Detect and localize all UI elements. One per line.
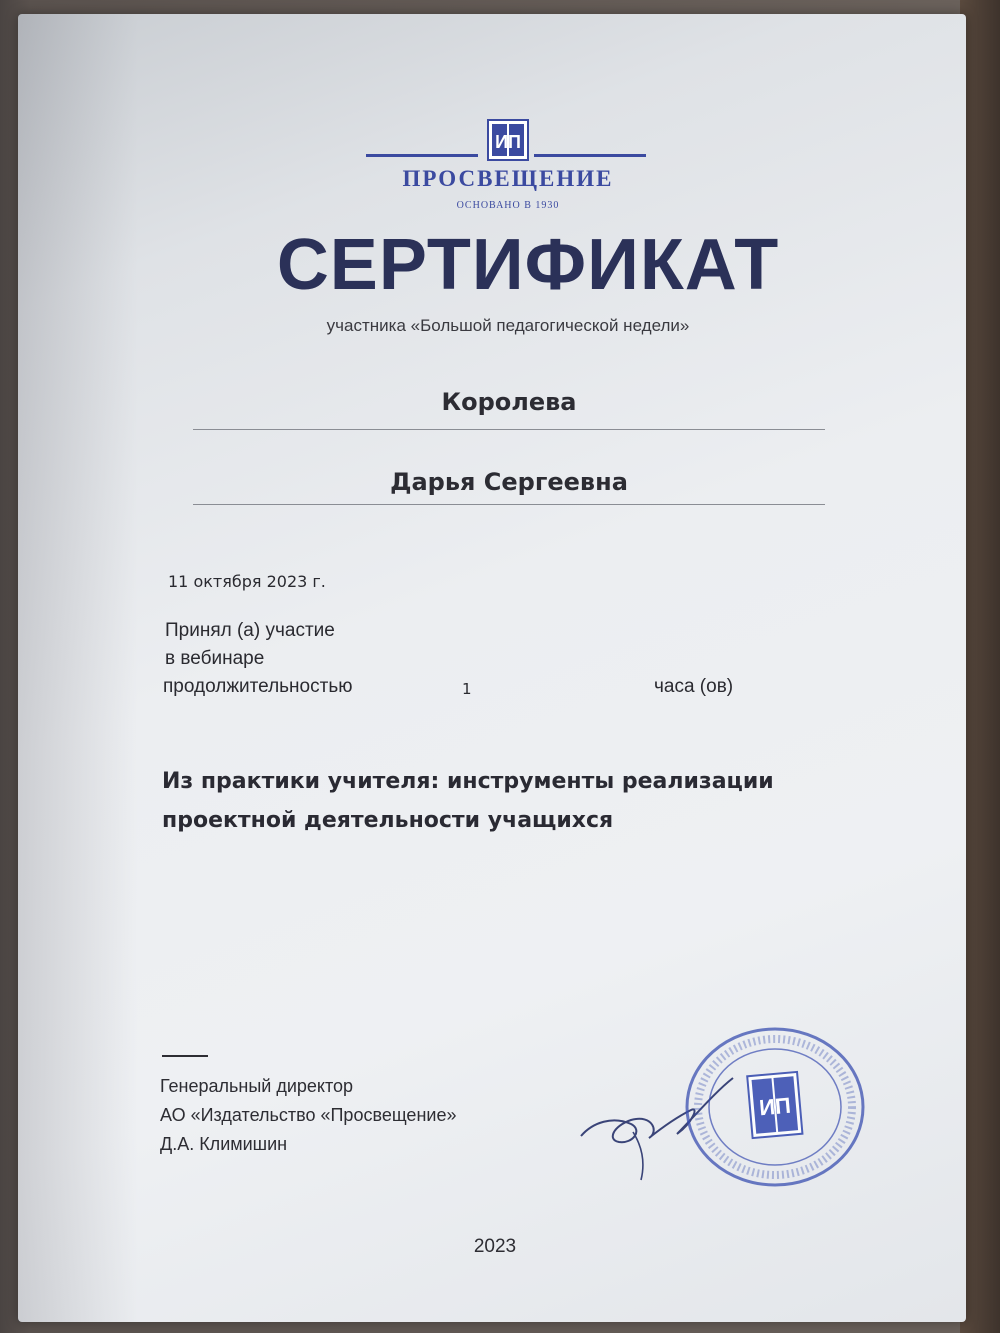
- signer-name: Д.А. Климишин: [160, 1134, 288, 1154]
- certificate-title: СЕРТИФИКАТ: [276, 225, 780, 305]
- webinar-title: [162, 762, 842, 840]
- signer-block: [160, 1072, 456, 1159]
- logo-rule-left: [366, 154, 478, 157]
- signer-organization: АО «Издательство «Просвещение»: [160, 1105, 457, 1125]
- duration-label: продолжительностью: [163, 676, 353, 697]
- publisher-emblem-icon: [486, 118, 530, 162]
- publisher-founded: ОСНОВАНО В 1930: [456, 200, 560, 211]
- emblem-text: ИП: [495, 132, 521, 152]
- signature-dash: [162, 1055, 208, 1057]
- stamp-emblem-text: ИП: [758, 1092, 792, 1121]
- signer-position: Генеральный директор: [160, 1076, 354, 1096]
- webinar-title-line-1: Из практики учителя: инструменты реализации: [162, 769, 774, 794]
- paper-shadow: [18, 14, 138, 1322]
- publisher-logo: [358, 104, 658, 224]
- participation-line-1: Принял (а) участие: [165, 620, 335, 641]
- certificate-paper: [18, 14, 966, 1322]
- participant-surname: Королева: [441, 388, 577, 416]
- official-stamp: [680, 1022, 870, 1192]
- publisher-brand: ПРОСВЕЩЕНИЕ: [402, 166, 614, 191]
- given-names-underline: [193, 504, 825, 505]
- duration-unit: часа (ов): [654, 676, 734, 697]
- participation-line-2: в вебинаре: [165, 648, 265, 669]
- webinar-title-line-2: проектной деятельности учащихся: [162, 808, 614, 833]
- surname-underline: [193, 429, 825, 430]
- duration-value: 1: [462, 680, 472, 698]
- participant-given-names: Дарья Сергеевна: [390, 468, 628, 496]
- certificate-subtitle: участника «Большой педагогической недели»: [326, 316, 690, 335]
- desk-background: [960, 0, 1000, 1333]
- logo-rule-right: [534, 154, 646, 157]
- event-date: 11 октября 2023 г.: [168, 572, 326, 591]
- footer-year: 2023: [473, 1236, 517, 1257]
